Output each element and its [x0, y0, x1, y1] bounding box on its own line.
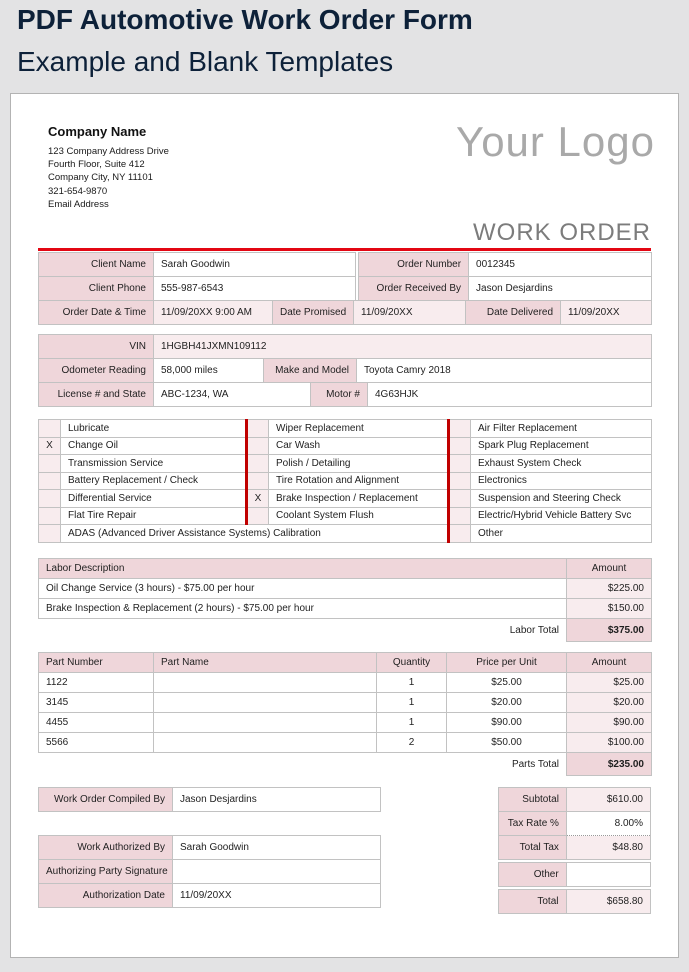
- authorized-by-label: Work Authorized By: [39, 836, 173, 860]
- service-checkbox[interactable]: [247, 420, 269, 438]
- service-label: Exhaust System Check: [471, 455, 652, 473]
- quantity-field[interactable]: 1: [377, 693, 447, 713]
- other-field[interactable]: [566, 863, 650, 887]
- make-model-label: Make and Model: [264, 359, 357, 383]
- service-label: Suspension and Steering Check: [471, 490, 652, 508]
- labor-amount-field[interactable]: $225.00: [567, 579, 652, 599]
- tax-rate-field[interactable]: 8.00%: [566, 812, 650, 836]
- service-checkbox[interactable]: [39, 455, 61, 473]
- motor-label: Motor #: [311, 383, 368, 407]
- totals-table-grand: [498, 889, 651, 914]
- company-address: [48, 145, 169, 211]
- labor-description-header: Labor Description: [39, 559, 567, 579]
- service-checkbox[interactable]: [449, 455, 471, 473]
- service-label: Spark Plug Replacement: [471, 437, 652, 455]
- company-address-line1: 123 Company Address Drive: [48, 146, 169, 157]
- vin-label: VIN: [39, 335, 154, 359]
- compiled-by-table: [38, 787, 381, 812]
- service-checkbox[interactable]: [449, 472, 471, 490]
- service-label: Differential Service: [61, 490, 247, 508]
- service-label: Other: [471, 525, 652, 543]
- client-phone-field[interactable]: 555-987-6543: [154, 277, 356, 301]
- service-checkbox[interactable]: X: [247, 490, 269, 508]
- service-checkbox[interactable]: [247, 507, 269, 525]
- part-number-header: Part Number: [39, 653, 154, 673]
- license-label: License # and State: [39, 383, 154, 407]
- part-name-field[interactable]: [154, 733, 377, 753]
- total-tax-value: $48.80: [566, 836, 650, 860]
- order-info-table: [38, 252, 652, 325]
- service-checkbox[interactable]: [39, 420, 61, 438]
- service-checkbox[interactable]: [39, 472, 61, 490]
- parts-amount-field[interactable]: $100.00: [567, 733, 652, 753]
- part-number-field[interactable]: 3145: [39, 693, 154, 713]
- client-name-field[interactable]: Sarah Goodwin: [154, 253, 356, 277]
- company-address-line3: Company City, NY 11101: [48, 172, 153, 184]
- date-promised-label: Date Promised: [273, 301, 354, 325]
- signature-label: Authorizing Party Signature: [39, 860, 173, 884]
- logo-placeholder: Your Logo: [456, 118, 655, 165]
- price-per-unit-header: Price per Unit: [447, 653, 567, 673]
- page-subtitle: Example and Blank Templates: [17, 46, 394, 77]
- authorized-by-field[interactable]: Sarah Goodwin: [173, 836, 381, 860]
- company-address-line2: Fourth Floor, Suite 412: [48, 159, 145, 171]
- order-date-label: Order Date & Time: [39, 301, 154, 325]
- service-checkbox[interactable]: [247, 437, 269, 455]
- signature-field[interactable]: [173, 860, 381, 884]
- service-label: Transmission Service: [61, 455, 247, 473]
- page-title: PDF Automotive Work Order Form: [17, 4, 473, 35]
- odometer-field[interactable]: 58,000 miles: [154, 359, 264, 383]
- date-promised-field[interactable]: 11/09/20XX: [354, 301, 466, 325]
- labor-description-field[interactable]: Brake Inspection & Replacement (2 hours) - $75.00 per hour: [39, 599, 567, 619]
- order-number-field[interactable]: 0012345: [469, 253, 652, 277]
- service-checkbox[interactable]: [39, 507, 61, 525]
- part-name-header: Part Name: [154, 653, 377, 673]
- authorization-date-label: Authorization Date: [39, 884, 173, 908]
- service-label: Polish / Detailing: [269, 455, 449, 473]
- service-label: ADAS (Advanced Driver Assistance Systems) Calibration: [61, 525, 449, 543]
- quantity-field[interactable]: 2: [377, 733, 447, 753]
- part-number-field[interactable]: 5566: [39, 733, 154, 753]
- totals-table-other: [498, 862, 651, 887]
- subtotal-value: $610.00: [566, 788, 650, 812]
- service-checkbox[interactable]: [449, 507, 471, 525]
- service-label: Battery Replacement / Check: [61, 472, 247, 490]
- license-field[interactable]: ABC-1234, WA: [154, 383, 311, 407]
- quantity-field[interactable]: 1: [377, 713, 447, 733]
- date-delivered-label: Date Delivered: [466, 301, 561, 325]
- service-label: Electric/Hybrid Vehicle Battery Svc: [471, 507, 652, 525]
- service-checkbox[interactable]: [449, 525, 471, 543]
- authorization-date-field[interactable]: 11/09/20XX: [173, 884, 381, 908]
- service-label: Lubricate: [61, 420, 247, 438]
- quantity-header: Quantity: [377, 653, 447, 673]
- service-checkbox[interactable]: [247, 472, 269, 490]
- service-label: Tire Rotation and Alignment: [269, 472, 449, 490]
- price-per-unit-field[interactable]: $90.00: [447, 713, 567, 733]
- service-label: Brake Inspection / Replacement: [269, 490, 449, 508]
- service-checkbox[interactable]: X: [39, 437, 61, 455]
- service-checkbox[interactable]: [39, 525, 61, 543]
- parts-amount-header: Amount: [567, 653, 652, 673]
- parts-amount-field[interactable]: $90.00: [567, 713, 652, 733]
- odometer-label: Odometer Reading: [39, 359, 154, 383]
- tax-rate-label: Tax Rate %: [499, 812, 567, 836]
- order-number-label: Order Number: [359, 253, 469, 277]
- work-order-heading: WORK ORDER: [473, 219, 651, 246]
- parts-amount-field[interactable]: $20.00: [567, 693, 652, 713]
- compiled-by-label: Work Order Compiled By: [39, 788, 173, 812]
- company-name: Company Name: [48, 124, 147, 139]
- order-date-field[interactable]: 11/09/20XX 9:00 AM: [154, 301, 273, 325]
- grand-total-value: $658.80: [566, 890, 651, 914]
- part-number-field[interactable]: 4455: [39, 713, 154, 733]
- price-per-unit-field[interactable]: $20.00: [447, 693, 567, 713]
- part-name-field[interactable]: [154, 713, 377, 733]
- labor-amount-field[interactable]: $150.00: [567, 599, 652, 619]
- service-checkbox[interactable]: [247, 455, 269, 473]
- labor-amount-header: Amount: [567, 559, 652, 579]
- parts-amount-field[interactable]: $25.00: [567, 673, 652, 693]
- service-label: Air Filter Replacement: [471, 420, 652, 438]
- parts-total-label: Parts Total: [511, 758, 559, 770]
- subtotal-label: Subtotal: [499, 788, 567, 812]
- labor-description-field[interactable]: Oil Change Service (3 hours) - $75.00 per hour: [39, 579, 567, 599]
- services-checklist: [38, 419, 652, 543]
- company-email: Email Address: [48, 198, 109, 210]
- compiled-by-field[interactable]: Jason Desjardins: [173, 788, 381, 812]
- grand-total-label: Total: [499, 890, 567, 914]
- company-phone: 321-654-9870: [48, 185, 108, 197]
- service-checkbox[interactable]: [39, 490, 61, 508]
- make-model-field[interactable]: Toyota Camry 2018: [357, 359, 652, 383]
- quantity-field[interactable]: 1: [377, 673, 447, 693]
- service-label: Change Oil: [61, 437, 247, 455]
- client-name-label: Client Name: [39, 253, 154, 277]
- totals-panel: [498, 787, 651, 914]
- service-checkbox[interactable]: [449, 437, 471, 455]
- service-checkbox[interactable]: [449, 490, 471, 508]
- service-label: Car Wash: [269, 437, 449, 455]
- part-number-field[interactable]: 1122: [39, 673, 154, 693]
- authorization-table: [38, 835, 381, 908]
- service-checkbox[interactable]: [449, 420, 471, 438]
- labor-total-value: $375.00: [567, 619, 652, 642]
- service-label: Electronics: [471, 472, 652, 490]
- parts-table: [38, 652, 652, 776]
- parts-total-value: $235.00: [567, 753, 652, 776]
- vin-field[interactable]: 1HGBH41JXMN109112: [154, 335, 652, 359]
- motor-field[interactable]: 4G63HJK: [368, 383, 652, 407]
- part-name-field[interactable]: [154, 673, 377, 693]
- other-label: Other: [499, 863, 567, 887]
- part-name-field[interactable]: [154, 693, 377, 713]
- labor-table: [38, 558, 652, 642]
- red-divider: [38, 248, 651, 251]
- client-phone-label: Client Phone: [39, 277, 154, 301]
- order-received-by-field[interactable]: Jason Desjardins: [469, 277, 652, 301]
- service-label: Wiper Replacement: [269, 420, 449, 438]
- totals-table-upper: [498, 787, 651, 860]
- service-label: Coolant System Flush: [269, 507, 449, 525]
- order-received-by-label: Order Received By: [359, 277, 469, 301]
- service-label: Flat Tire Repair: [61, 507, 247, 525]
- total-tax-label: Total Tax: [499, 836, 567, 860]
- price-per-unit-field[interactable]: $50.00: [447, 733, 567, 753]
- price-per-unit-field[interactable]: $25.00: [447, 673, 567, 693]
- date-delivered-field[interactable]: 11/09/20XX: [561, 301, 652, 325]
- labor-total-label: Labor Total: [509, 624, 559, 636]
- vehicle-info-table: [38, 334, 652, 407]
